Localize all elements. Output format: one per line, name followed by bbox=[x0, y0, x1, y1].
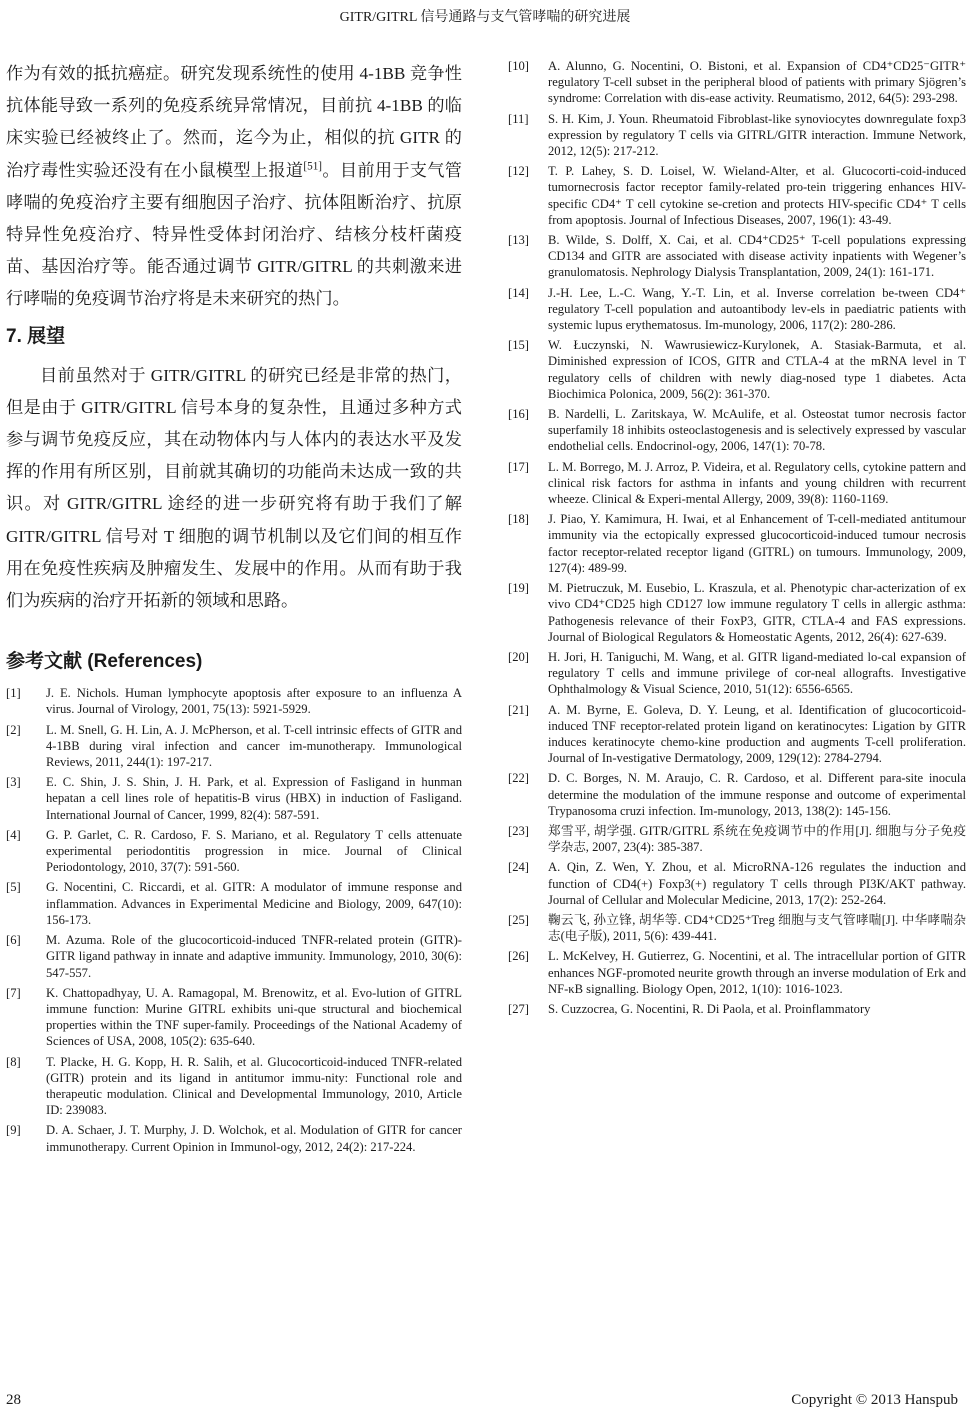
reference-item bbox=[6, 1054, 462, 1119]
reference-item bbox=[508, 649, 966, 698]
reference-number: [20] bbox=[508, 649, 529, 664]
reference-number: [9] bbox=[6, 1123, 21, 1138]
reference-text: J. E. Nichols. Human lymphocyte apoptosis after exposure to an influenza A virus. Journal of Virology, 2001, 75(13): 5921-5929. bbox=[46, 686, 462, 717]
body-paragraph-2: 目前虽然对于 GITR/GITRL 的研究已经是非常的热门，但是由于 GITR/GITRL 信号本身的复杂性，且通过多种方式参与调节免疫反应，其在动物体内与人体内的表达水平及发挥的作用有所区别，目前就其确切的功能尚未达成一致的共识。对 GITR/GITRL 途经的进一步研究将有助于我们了解 GITR/GITRL 信号对 T 细胞的调节机制以及它们间的相互作用在免疫性疾病及肿瘤发生、发展中的作用。从而有助于我们为疾病的治疗开拓新的领域和思路。 bbox=[6, 365, 462, 611]
reference-text: L. M. Borrego, M. J. Arroz, P. Videira, et al. Regulatory cells, cytokine pattern and clinical risk factors for asthma in infants and young children with recurrent wheeze. Clinical & Experi-mental Allergy, 2009, 39(8): 1160-1169. bbox=[548, 459, 966, 507]
reference-item bbox=[6, 932, 462, 981]
reference-number: [1] bbox=[6, 686, 21, 701]
reference-item bbox=[508, 859, 966, 908]
reference-item bbox=[6, 827, 462, 876]
reference-number: [8] bbox=[6, 1054, 21, 1069]
reference-item bbox=[6, 985, 462, 1050]
reference-item bbox=[508, 232, 966, 281]
reference-number: [18] bbox=[508, 512, 529, 527]
reference-item bbox=[508, 948, 966, 997]
reference-item bbox=[508, 1001, 966, 1017]
reference-text: H. Jori, H. Taniguchi, M. Wang, et al. GITR ligand-mediated lo-cal expansion of regulatory T cells and immune privilege of cor-neal allografts. Investigative Ophthalmology & Visual Science, 2010, 51(12): 6556-6565. bbox=[548, 649, 966, 697]
reference-text: D. C. Borges, N. M. Araujo, C. R. Cardoso, et al. Different para-site inocula determine the modulation of the immune response and outcome of experimental Trypanosoma cruzi infection. Im-munology, 2013, 138(2): 145-156. bbox=[548, 771, 966, 818]
reference-item bbox=[6, 1122, 462, 1154]
citation-51[interactable]: [51] bbox=[303, 159, 323, 172]
reference-text: J. Piao, Y. Kamimura, H. Iwai, et al Enhancement of T-cell-mediated antitumour immunity via the ectopically expressed glucocorticoid-induced tumour necrosis factor receptor-related receptor ligand (GITRL) on tumours. Immunology, 2009, 127(4): 489-99. bbox=[548, 512, 966, 575]
reference-number: [6] bbox=[6, 933, 21, 948]
reference-number: [22] bbox=[508, 771, 529, 786]
reference-text: A. Qin, Z. Wen, Y. Zhou, et al. MicroRNA-126 regulates the induction and function of CD4(+) Foxp3(+) regulatory T cells through PI3K/AKT pathway. Journal of Cellular and Molecular Medicine, 2013, 17(2): 252-264. bbox=[548, 860, 966, 907]
reference-item bbox=[508, 702, 966, 767]
reference-item bbox=[508, 511, 966, 576]
reference-text: S. H. Kim, J. Youn. Rheumatoid Fibroblast-like synoviocytes downregulate foxp3 expression by regulatory T cells via GITRL/GITR interaction. Immune Network, 2012, 12(5): 217-212. bbox=[548, 111, 966, 159]
reference-text: S. Cuzzocrea, G. Nocentini, R. Di Paola, et al. Proinflammatory bbox=[548, 1001, 871, 1016]
reference-item bbox=[508, 337, 966, 402]
reference-number: [3] bbox=[6, 775, 21, 790]
reference-text: L. M. Snell, G. H. Lin, A. J. McPherson, et al. T-cell intrinsic effects of GITR and 4-1BB during viral infection and cancer im-munotherapy. Immunological Reviews, 2011, 244(1): 197-217. bbox=[46, 722, 462, 770]
reference-text: 郑雪平, 胡学强. GITR/GITRL 系统在免疫调节中的作用[J]. 细胞与分子免疫学杂志, 2007, 23(4): 385-387. bbox=[548, 823, 966, 855]
reference-item bbox=[508, 163, 966, 228]
reference-number: [4] bbox=[6, 827, 21, 842]
reference-text: A. M. Byrne, E. Goleva, D. Y. Leung, et al. Identification of glucocorticoid-induced TNF receptor-related protein ligand on keratinocytes: Ligation by GITR induces keratinocyte chemo-kine production and augments T-cell proliferation. Journal of In-vestigative Dermatology, 2009, 129(12): 2784-2794. bbox=[548, 702, 966, 766]
reference-item bbox=[508, 406, 966, 455]
reference-number: [17] bbox=[508, 459, 529, 474]
reference-item bbox=[6, 722, 462, 771]
running-header: GITR/GITRL 信号通路与支气管哮喘的研究进展 bbox=[339, 10, 631, 25]
reference-number: [25] bbox=[508, 912, 529, 927]
reference-item bbox=[508, 285, 966, 334]
reference-number: [7] bbox=[6, 985, 21, 1000]
reference-item bbox=[508, 459, 966, 508]
left-column bbox=[6, 58, 462, 1159]
reference-item bbox=[6, 685, 462, 717]
reference-item bbox=[508, 580, 966, 645]
right-column bbox=[508, 58, 966, 1021]
reference-number: [26] bbox=[508, 949, 529, 964]
reference-number: [27] bbox=[508, 1001, 529, 1016]
reference-number: [24] bbox=[508, 860, 529, 875]
reference-item bbox=[508, 823, 966, 855]
reference-number: [10] bbox=[508, 59, 529, 73]
reference-number: [14] bbox=[508, 285, 529, 300]
reference-number: [15] bbox=[508, 338, 529, 353]
reference-number: [19] bbox=[508, 581, 529, 596]
body-paragraph-1: 作为有效的抵抗癌症。研究发现系统性的使用 4-1BB 竞争性抗体能导致一系列的免疫系统异常情况，目前抗 4-1BB 的临床实验已经被终止了。然而，迄今为止，相似的抗 GITR 的治疗毒性实验还没有在小鼠模型上报道[51]。目前用于支气管哮喘的免疫治疗主要有细胞因子治疗、抗体阻断治疗、抗原特异性免疫治疗、特异性受体封闭治疗、结核分枝杆菌疫苗、基因治疗等。能否通过调节 GITR/GITRL 的共刺激来进行哮喘的免疫调节治疗将是未来研究的热门。 bbox=[6, 64, 462, 309]
reference-item bbox=[6, 774, 462, 823]
reference-text: A. Alunno, G. Nocentini, O. Bistoni, et al. Expansion of CD4⁺CD25⁻GITR⁺ regulatory T-cell subset in the peripheral blood of patients with primary Sjögren’s syndrome: Correlation with dis-ease activity. Reumatismo, 2012, 64(5): 293-298. bbox=[548, 59, 966, 106]
reference-text: B. Nardelli, L. Zaritskaya, W. McAulife, et al. Osteostat tumor necrosis factor superfamily 18 inhibits osteoclastogenesis and is selectively expressed by vascular endothelial cells. Endocrinol-ogy, 2006, 147(1): 70-78. bbox=[548, 407, 966, 454]
reference-text: 鞠云飞, 孙立锋, 胡华等. CD4⁺CD25⁺Treg 细胞与支气管哮喘[J]. 中华哮喘杂志(电子版), 2011, 5(6): 439-441. bbox=[548, 912, 966, 944]
reference-number: [23] bbox=[508, 823, 529, 838]
reference-number: [11] bbox=[508, 111, 529, 126]
reference-text: M. Pietruczuk, M. Eusebio, L. Kraszula, et al. Phenotypic char-acterization of ex vivo CD4⁺CD25 high CD127 low immune regulatory T cells in allergic asthma: Pathogenesis relevance of their FoxP3, GITR, CTLA-4 and FAS expressions. Journal of Biological Regulators & Homeostatic Agents, 2012, 26(4): 627-639. bbox=[548, 581, 966, 644]
reference-text: B. Wilde, S. Dolff, X. Cai, et al. CD4⁺CD25⁺ T-cell populations expressing CD134 and GITR are associated with disease activity inpatients with Wegener’s granulomatosis. Nephrology Dialysis Transplantation, 2009, 24(1): 161-171. bbox=[548, 233, 966, 280]
reference-item bbox=[508, 111, 966, 160]
reference-text: W. Łuczynski, N. Wawrusiewicz-Kurylonek, A. Stasiak-Barmuta, et al. Diminished expression of ICOS, GITR and CTLA-4 at the mRNA level in T regulatory cells of children with newly diag-nosed type 1 diabetes. Acta Biochimica Polonica, 2009, 56(2): 361-370. bbox=[548, 338, 966, 401]
page-number: 28 bbox=[6, 1392, 21, 1408]
reference-text: E. C. Shin, J. S. Shin, J. H. Park, et al. Expression of Fasligand in hunman hepatan a cell lines role of hepatitis-B virus (HBX) in induction of Fasligand. International Journal of Cancer, 1999, 82(4): 587-591. bbox=[46, 775, 462, 822]
reference-item bbox=[508, 58, 966, 107]
reference-text: G. P. Garlet, C. R. Cardoso, F. S. Mariano, et al. Regulatory T cells attenuate experimental periodontitis progression in mice. Journal of Clinical Periodontology, 2010, 37(7): 591-560. bbox=[46, 827, 462, 875]
section-heading-outlook: 7. 展望 bbox=[6, 325, 66, 347]
reference-list-right bbox=[508, 58, 966, 1017]
reference-number: [5] bbox=[6, 880, 21, 895]
reference-text: L. McKelvey, H. Gutierrez, G. Nocentini, et al. The intracellular portion of GITR enhances NGF-promoted neurite growth through an inverse modulation of Erk and NF-κB signalling. Biology Open, 2012, 1(10): 1016-1023. bbox=[548, 949, 966, 996]
reference-text: J.-H. Lee, L.-C. Wang, Y.-T. Lin, et al. Inverse correlation be-tween CD4⁺ regulatory T-cell population and autoantibody lev-els in paediatric patients with systemic lupus erythematosus. Im-munology, 2006, 117(2): 280-286. bbox=[548, 285, 966, 333]
reference-number: [2] bbox=[6, 722, 21, 737]
reference-item bbox=[508, 912, 966, 944]
reference-text: T. Placke, H. G. Kopp, H. R. Salih, et al. Glucocorticoid-induced TNFR-related (GITR) protein and its ligand in antitumor immu-nity: Functional role and therapeutic modulation. Clinical and Developmental Immunology, 2010, Article ID: 239083. bbox=[46, 1054, 462, 1118]
reference-number: [13] bbox=[508, 233, 529, 248]
reference-number: [12] bbox=[508, 164, 529, 179]
reference-item bbox=[6, 879, 462, 928]
reference-text: D. A. Schaer, J. T. Murphy, J. D. Wolchok, et al. Modulation of GITR for cancer immunotherapy. Current Opinion in Immunol-ogy, 2012, 24(2): 217-224. bbox=[46, 1123, 462, 1154]
reference-list-left bbox=[6, 685, 462, 1154]
copyright-notice: Copyright © 2013 Hanspub bbox=[791, 1392, 958, 1408]
reference-item bbox=[508, 770, 966, 819]
reference-text: T. P. Lahey, S. D. Loisel, W. Wieland-Alter, et al. Glucocorti-coid-induced tumornecrosis factor receptor family-related pro-tein triggering enhances HIV-specific CD4⁺ T cell cytokine se-cretion and protects HIV-specific CD4⁺ T cells from apoptosis. Journal of Infectious Diseases, 2007, 196(1): 43-49. bbox=[548, 164, 966, 227]
reference-text: G. Nocentini, C. Riccardi, et al. GITR: A modulator of immune response and inflammation. Advances in Experimental Medicine and Biology, 2009, 647(10): 156-173. bbox=[46, 880, 462, 927]
reference-text: K. Chattopadhyay, U. A. Ramagopal, M. Brenowitz, et al. Evo-lution of GITRL immune function: Murine GITRL exhibits uni-que structural and biochemical properties within the TNF super-family. Proceedings of the National Academy of Sciences of USA, 2008, 105(2): 635-640. bbox=[46, 985, 462, 1049]
reference-number: [21] bbox=[508, 702, 529, 717]
references-heading: 参考文献 (References) bbox=[6, 651, 203, 673]
reference-text: M. Azuma. Role of the glucocorticoid-induced TNFR-related protein (GITR)-GITR ligand pathway in innate and adaptive immunity. Immunology, 2010, 30(6): 547-557. bbox=[46, 933, 462, 980]
reference-number: [16] bbox=[508, 407, 529, 422]
